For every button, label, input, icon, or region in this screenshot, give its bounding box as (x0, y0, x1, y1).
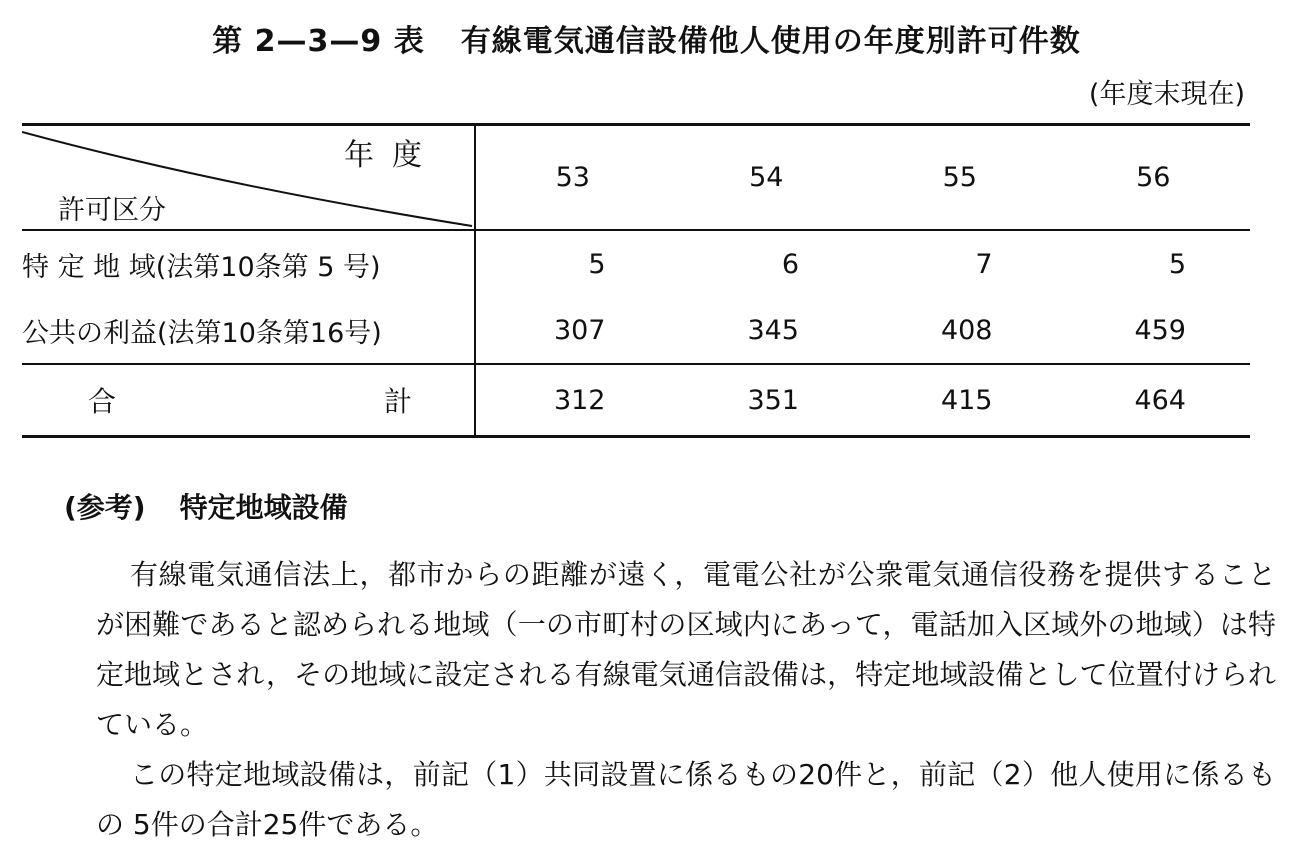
table-number: 第 2—3—9 表 (212, 24, 425, 59)
reference-heading (64, 486, 348, 526)
reference-paragraph-2: この特定地域設備は，前記（1）共同設置に係るもの20件と，前記（2）他人使用に係るもの 5件の合計25件である。 (96, 758, 1276, 841)
table-cell: 408 (940, 314, 993, 346)
reference-body (96, 550, 1276, 850)
total-cell: 312 (475, 364, 670, 437)
table-cell: 7 (975, 248, 993, 280)
table-cell: 307 (553, 314, 606, 346)
table-row (22, 230, 1250, 297)
column-header-year: 年度 (344, 138, 440, 173)
total-label-left: 合 (88, 385, 117, 418)
total-cell: 464 (1057, 364, 1251, 437)
header-corner-cell (22, 125, 475, 231)
table-row (22, 297, 1250, 364)
table-cell: 6 (781, 248, 799, 280)
table-cell: 5 (588, 248, 606, 280)
reference-title: 特定地域設備 (179, 491, 348, 524)
total-cell: 415 (863, 364, 1057, 437)
reference-lead: (参考) (64, 491, 146, 524)
as-of-note: (年度末現在) (1088, 79, 1245, 110)
row-label-total (22, 364, 475, 437)
table-title-text: 有線電気通信設備他人使用の年度別許可件数 (460, 24, 1081, 59)
year-header-53: 53 (475, 125, 670, 231)
year-header-55: 55 (863, 125, 1057, 231)
table-total-row (22, 364, 1250, 437)
year-header-56: 56 (1057, 125, 1251, 231)
row-label-public-interest: 公共の利益(法第10条第16号) (22, 297, 475, 364)
table-cell: 5 (1168, 248, 1186, 280)
reference-paragraph-1: 有線電気通信法上，都市からの距離が遠く，電電公社が公衆電気通信役務を提供することが困難であると認められる地域（一の市町村の区域内にあって，電話加入区域外の地域）は特定地域とされ，その地域に設定される有線電気通信設備は，特定地域設備として位置付けられている。 (96, 558, 1276, 741)
table-cell: 345 (747, 314, 799, 346)
total-cell: 351 (670, 364, 864, 437)
table-cell: 459 (1134, 314, 1186, 346)
total-label-right: 計 (383, 385, 412, 418)
table-header-row (22, 125, 1250, 231)
year-header-54: 54 (670, 125, 864, 231)
row-header-category: 許可区分 (58, 195, 166, 226)
row-label-specific-area: 特 定 地 域(法第10条第 5 号) (22, 230, 475, 297)
permits-table (22, 123, 1250, 438)
table-title (0, 16, 1293, 60)
